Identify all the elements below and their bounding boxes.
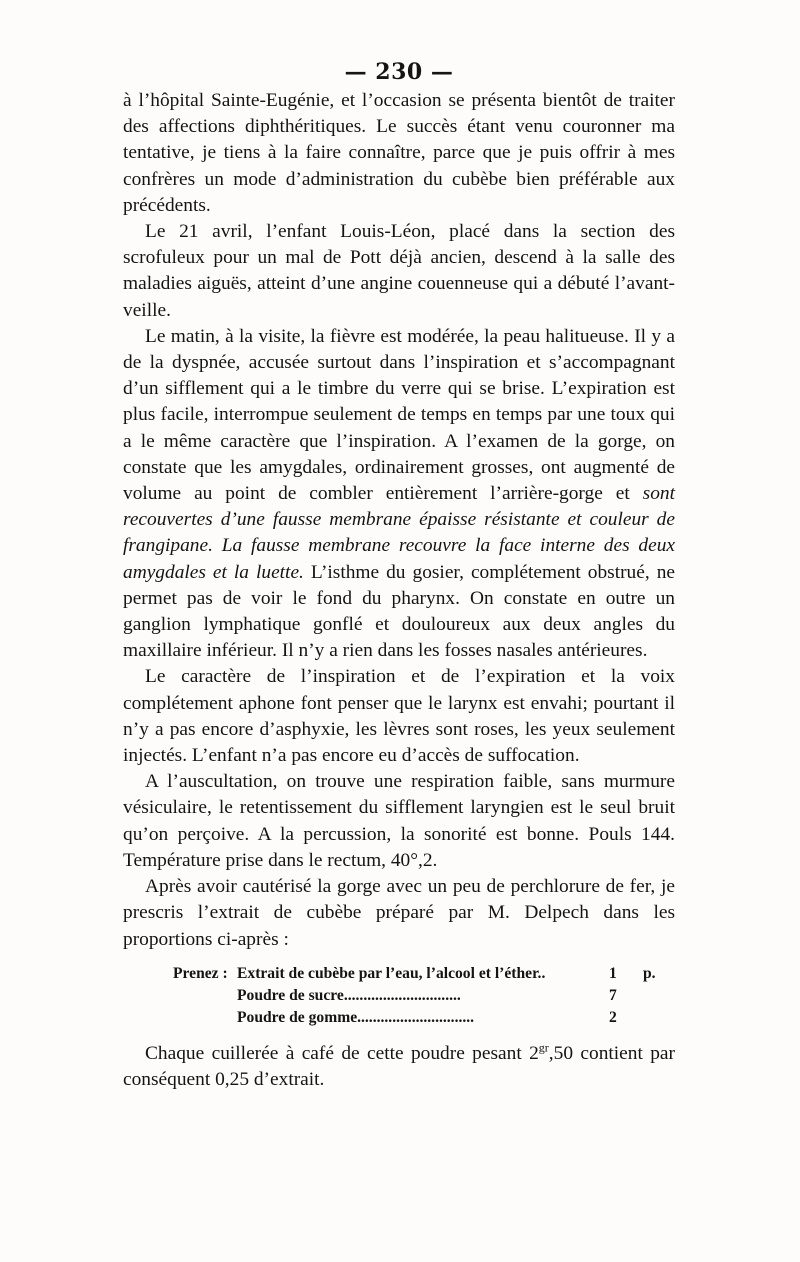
- paragraph: [123, 219, 675, 324]
- text-run: Le caractère de l’inspiration et de l’expiration et la voix complétement aphone font penser que le larynx est envahi; pourtant il n’y a pas encore d’asphyxie, les lèvres sont roses, les yeux seulement injectés. L’enfant n’a pas encore eu d’accès de suffocation.: [123, 666, 675, 767]
- prescription-row: [123, 1007, 675, 1029]
- gram-abbreviation: gr: [538, 1040, 549, 1055]
- page-number: — 230 —: [344, 59, 454, 85]
- paragraph: [123, 874, 675, 953]
- prescription-row: [123, 985, 675, 1007]
- prescription-quantity: 2: [609, 1008, 617, 1026]
- paragraph: [123, 664, 675, 769]
- text-run: à l’hôpital Sainte-Eugénie, et l’occasion se présenta bientôt de traiter des affections diphthéritiques. Le succès étant venu couronner ma tentative, je tiens à la faire connaître, parce que je puis offrir à mes confrères un mode d’administration du cubèbe bien préférable aux précédents.: [123, 90, 675, 216]
- paragraph: [123, 324, 675, 665]
- prescription-item: Poudre de gomme..............................: [237, 1008, 475, 1026]
- closing-paragraph: [123, 1041, 675, 1093]
- prescription-quantity: 1: [609, 964, 617, 982]
- paragraph: [123, 769, 675, 874]
- prescription-intro: Prenez :: [173, 964, 228, 982]
- prescription-quantity: 7: [609, 986, 617, 1004]
- closing-text-end: ,50 contient par conséquent 0,25 d’extrait.: [123, 1042, 675, 1090]
- italic-run: sont recouvertes d’une fausse membrane épaisse résistante et couleur de frangipane. La fausse membrane recouvre la face interne des deux amygdales et la luette.: [123, 483, 675, 583]
- text-run: Le matin, à la visite, la fièvre est modérée, la peau halitueuse. Il y a de la dyspnée, accusée surtout dans l’inspiration et s’accompagnant d’un sifflement qui a le timbre du verre qui se brise. L’expiration est plus facile, interrompue seulement de temps en temps par une toux qui a le même caractère que l’inspiration. A l’examen de la gorge, on constate que les amygdales, ordinairement grosses, ont augmenté de volume au point de combler entièrement l’arrière-gorge et: [123, 325, 675, 505]
- text-body: [123, 88, 675, 953]
- text-run: L’isthme du gosier, complétement obstrué, ne permet pas de voir le fond du pharynx. On constate en outre un ganglion lymphatique gonflé et douloureux aux deux angles du maxillaire inférieur. Il n’y a rien dans les fosses nasales antérieures.: [123, 561, 676, 662]
- prescription-row: [123, 963, 675, 985]
- text-run: Après avoir cautérisé la gorge avec un peu de perchlorure de fer, je prescris l’extrait de cubèbe préparé par M. Delpech dans les proportions ci-après :: [123, 876, 675, 950]
- paragraph: [123, 88, 675, 219]
- prescription-item: Extrait de cubèbe par l’eau, l’alcool et l’éther..: [237, 964, 546, 982]
- text-run: Le 21 avril, l’enfant Louis-Léon, placé dans la section des scrofuleux pour un mal de Pott déjà ancien, descend à la salle des maladies aiguës, atteint d’une angine couenneuse qui a débuté l’avant-veille.: [123, 221, 675, 321]
- prescription-unit: p.: [643, 964, 656, 982]
- closing-text: Chaque cuillerée à café de cette poudre pesant 2: [145, 1042, 539, 1064]
- page-body: [123, 58, 675, 1093]
- text-run: A l’auscultation, on trouve une respiration faible, sans murmure vésiculaire, le retentissement du sifflement laryngien est le seul bruit qu’on perçoive. A la percussion, la sonorité est bonne. Pouls 144. Température prise dans le rectum, 40°,2.: [123, 771, 675, 871]
- prescription-item: Poudre de sucre..............................: [237, 986, 461, 1004]
- prescription-block: [123, 963, 675, 1029]
